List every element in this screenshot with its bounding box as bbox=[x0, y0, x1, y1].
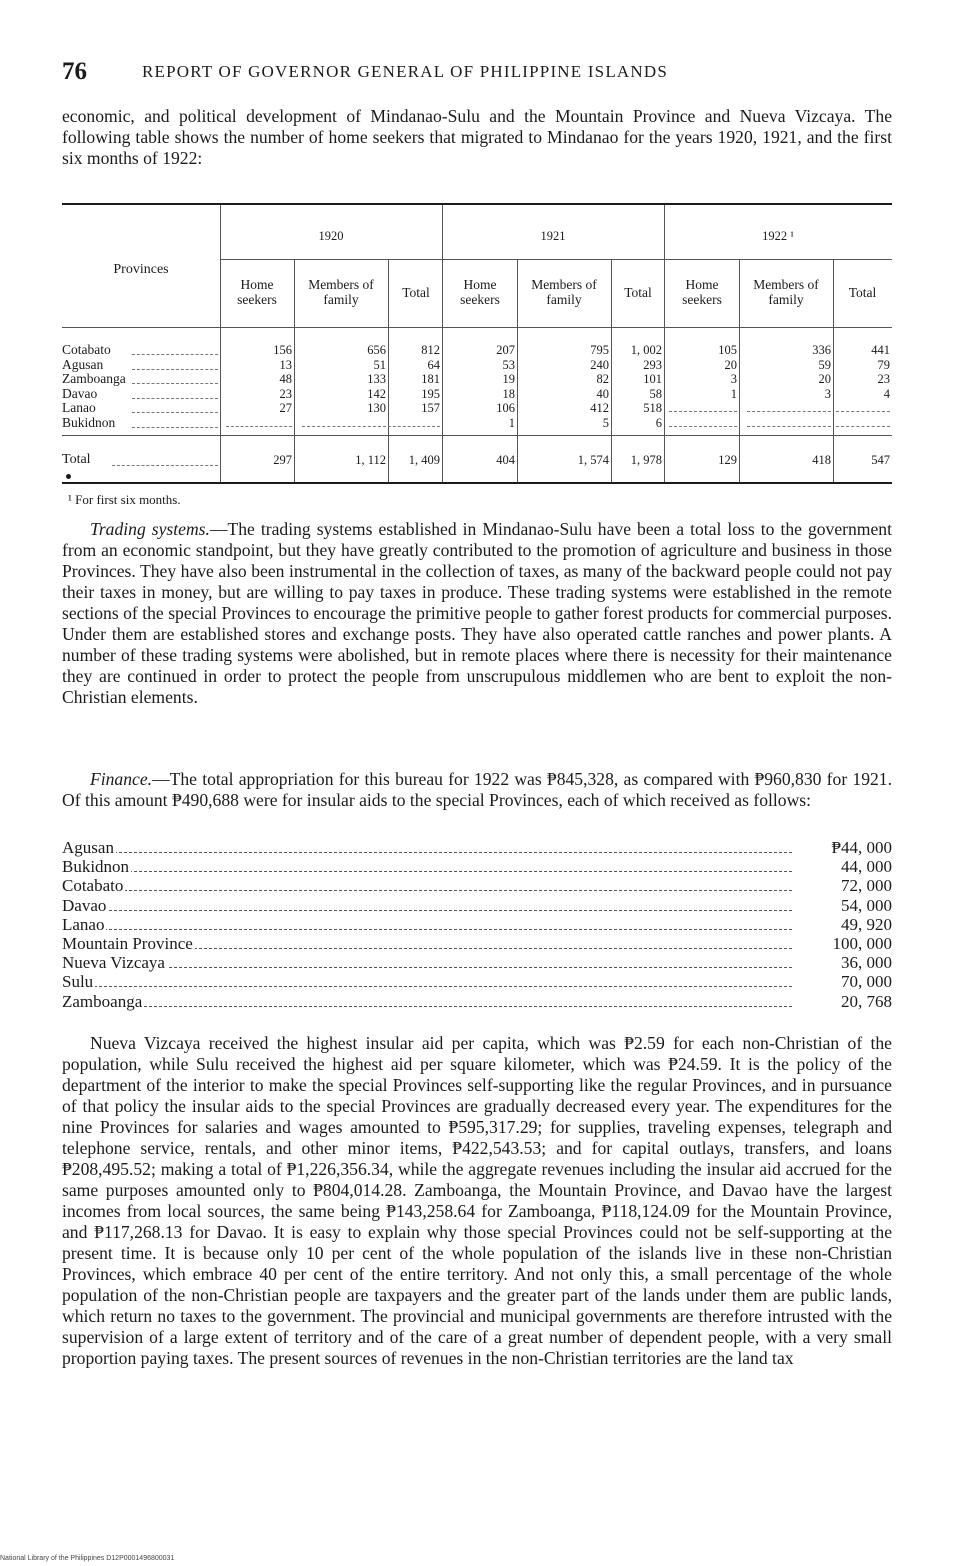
table-row-province: Bukidnon bbox=[62, 414, 116, 430]
table-cell: 142 bbox=[367, 386, 386, 401]
table-cell: 51 bbox=[373, 357, 386, 372]
dot-leader bbox=[64, 967, 792, 968]
table-cell: 5 bbox=[602, 415, 609, 430]
table-cell: 157 bbox=[421, 401, 440, 415]
table-cell: 58 bbox=[649, 386, 662, 401]
footnote: ¹ For first six months. bbox=[68, 492, 181, 507]
intro-paragraph: economic, and political development of Mindanao-Sulu and the Mountain Province and Nueva Vizcaya. The following table shows the number of home seekers that migrated to Mindanao for the years 1920, 1921, and the first six months of 1922: bbox=[62, 106, 892, 168]
table-cell: 4 bbox=[883, 386, 890, 401]
aid-amount: ₱44, 000 bbox=[797, 838, 892, 857]
col-header: Members of family bbox=[753, 277, 819, 307]
table-cell: 441 bbox=[871, 343, 890, 357]
table-cell: 59 bbox=[818, 357, 831, 372]
aid-row bbox=[62, 857, 892, 876]
col-header: Home seekers bbox=[460, 277, 500, 307]
table-cell: 23 bbox=[877, 372, 890, 386]
table-cell: 336 bbox=[812, 343, 831, 357]
dot-leader bbox=[64, 929, 792, 930]
aid-row bbox=[62, 992, 892, 1011]
col-header: Total bbox=[848, 285, 877, 300]
aid-amount: 44, 000 bbox=[797, 857, 892, 876]
table-cell: 53 bbox=[502, 357, 515, 372]
page-number: 76 bbox=[62, 58, 87, 85]
table-cell: 27 bbox=[279, 401, 292, 415]
col-header: Home seekers bbox=[682, 277, 722, 307]
col-header: Home seekers bbox=[237, 277, 277, 307]
table-cell: 20 bbox=[724, 357, 737, 372]
table-cell: 105 bbox=[718, 343, 737, 357]
total-cell: 297 bbox=[273, 453, 292, 467]
aid-list bbox=[62, 838, 892, 1011]
total-cell: 1, 112 bbox=[355, 453, 386, 467]
aid-province: Cotabato bbox=[62, 876, 124, 896]
table-cell: 130 bbox=[367, 401, 386, 415]
year-header: 1920 bbox=[318, 229, 344, 243]
table-cell: 1 bbox=[730, 386, 737, 401]
table-cell: 40 bbox=[596, 386, 609, 401]
table-row-province: Davao bbox=[62, 385, 98, 401]
aid-province: Lanao bbox=[62, 914, 105, 934]
col-header: Total bbox=[402, 285, 430, 300]
table-cell: 795 bbox=[590, 343, 609, 357]
table-cell: 6 bbox=[655, 415, 662, 430]
table-cell: 133 bbox=[367, 372, 386, 386]
aid-amount: 36, 000 bbox=[797, 953, 892, 972]
dot-leader bbox=[64, 1006, 792, 1007]
aid-row bbox=[62, 896, 892, 915]
aid-amount: 49, 920 bbox=[797, 915, 892, 934]
table-cell: 293 bbox=[643, 357, 662, 372]
aid-province: Bukidnon bbox=[62, 857, 130, 877]
finance-text: —The total appropriation for this bureau for 1922 was ₱845,328, as compared with ₱960,830 for 1921. Of this amount ₱490,688 were for insular aids to the special Provinces, each of which received as follows: bbox=[62, 769, 892, 810]
table-cell: 156 bbox=[273, 343, 292, 357]
table-cell: 518 bbox=[643, 401, 662, 415]
table-cell: 240 bbox=[590, 357, 609, 372]
table-cell: 195 bbox=[421, 386, 440, 401]
year-header: 1921 bbox=[540, 229, 566, 243]
table-cell: 48 bbox=[279, 372, 292, 386]
table-cell: 812 bbox=[421, 343, 440, 357]
col-header: Total bbox=[624, 285, 652, 300]
table-cell: 79 bbox=[877, 357, 890, 372]
finance-heading: Finance. bbox=[90, 769, 153, 789]
aid-province: Zamboanga bbox=[62, 991, 143, 1011]
table-cell: 3 bbox=[730, 372, 737, 386]
home-seekers-table bbox=[62, 203, 892, 485]
dot-leader bbox=[64, 852, 792, 853]
table-cell: 1 bbox=[508, 415, 515, 430]
finance-paragraph bbox=[62, 769, 892, 811]
aid-row bbox=[62, 934, 892, 953]
provinces-header: Provinces bbox=[113, 262, 169, 277]
bullet-mark bbox=[66, 474, 71, 479]
table-cell: 1, 002 bbox=[630, 343, 662, 357]
library-credit: National Library of the Philippines D12P0001496800031 bbox=[0, 1555, 175, 1562]
aid-amount: 70, 000 bbox=[797, 972, 892, 991]
table-cell: 106 bbox=[496, 401, 515, 415]
dot-leader bbox=[64, 871, 792, 872]
table-cell: 23 bbox=[279, 386, 292, 401]
table-row-province: Agusan bbox=[62, 356, 104, 372]
table-cell: 3 bbox=[824, 386, 831, 401]
closing-paragraph: Nueva Vizcaya received the highest insular aid per capita, which was ₱2.59 for each non-Christian of the population, while Sulu received the highest aid per square kilometer, which was ₱24.59. It is the policy of the department of the interior to make the special Provinces self-supporting like the regular Provinces, and in pursuance of that policy the insular aids to the special Provinces are gradually decreased every year. The expenditures for the nine Provinces for salaries and wages amounted to ₱595,317.29; for supplies, traveling expenses, telegraph and telephone service, rentals, and other minor items, ₱422,543.53; and for capital outlays, transfers, and loans ₱208,495.52; making a total of ₱1,226,356.34, while the aggregate revenues including the insular aid accrued for the same purposes amounted only to ₱804,014.28. Zamboanga, the Mountain Province, and Davao have the largest incomes from local sources, the same being ₱143,258.64 for Zamboanga, ₱118,124.09 for the Mountain Province, and ₱117,268.13 for Davao. It is easy to explain why those special Provinces could not be self-supporting at the present time. It is because only 10 per cent of the whole population of the islands live in these non-Christian Provinces, which embrace 40 per cent of the entire territory. And not only this, a small percentage of the whole population of the non-Christian people are taxpayers and the greater part of the lands under them are public lands, which return no taxes to the government. The provincial and municipal governments are therefore intrusted with the supervision of a large extent of territory and of the care of a great number of dependent people, with a very small proportion paying taxes. The present sources of revenues in the non-Christian territories are the land tax bbox=[62, 1033, 892, 1368]
aid-row bbox=[62, 876, 892, 895]
table-row-province: Zamboanga bbox=[62, 371, 126, 386]
total-cell: 1, 409 bbox=[408, 453, 440, 467]
table-row-province: Lanao bbox=[62, 400, 96, 415]
total-cell: 418 bbox=[812, 453, 831, 467]
aid-province: Mountain Province bbox=[62, 933, 193, 953]
table-cell: 20 bbox=[818, 372, 831, 386]
col-header: Members of family bbox=[531, 277, 597, 307]
running-title: REPORT OF GOVERNOR GENERAL OF PHILIPPINE ISLANDS bbox=[142, 62, 669, 81]
total-cell: 1, 978 bbox=[630, 453, 662, 467]
table-cell: 18 bbox=[502, 386, 515, 401]
table-cell: 101 bbox=[643, 372, 662, 386]
dot-leader bbox=[64, 986, 792, 987]
aid-row bbox=[62, 915, 892, 934]
dot-leader bbox=[64, 910, 792, 911]
trading-paragraph bbox=[62, 519, 892, 708]
year-header: 1922 ¹ bbox=[762, 229, 794, 243]
table-row-province: Cotabato bbox=[62, 342, 111, 357]
total-cell: 1, 574 bbox=[577, 453, 609, 467]
total-label: Total bbox=[62, 452, 91, 467]
aid-row bbox=[62, 972, 892, 991]
dot-leader bbox=[64, 890, 792, 891]
aid-amount: 72, 000 bbox=[797, 876, 892, 895]
total-cell: 129 bbox=[718, 453, 737, 467]
trading-text: —The trading systems established in Mindanao-Sulu have been a total loss to the government from an economic standpoint, but they have greatly contributed to the promotion of agriculture and business in those Provinces. They have also been instrumental in the collection of taxes, as many of the backward people could not pay their taxes in money, but are willing to pay taxes in produce. These trading systems were established in the remote sections of the special Provinces to encourage the primitive people to gather forest products for commercial purposes. Under them are established stores and exchange posts. They have also operated cattle ranches and power plants. A number of these trading systems were abolished, but in remote places where there is necessity for their maintenance they are continued in order to protect the people from unscrupulous middlemen who are bent to exploit the non-Christian elements. bbox=[62, 519, 892, 707]
aid-province: Sulu bbox=[62, 972, 94, 992]
total-cell: 547 bbox=[871, 453, 890, 467]
trading-heading: Trading systems. bbox=[90, 519, 210, 539]
aid-row bbox=[62, 838, 892, 857]
table-cell: 82 bbox=[596, 372, 609, 386]
table-cell: 181 bbox=[421, 372, 440, 386]
table-cell: 19 bbox=[502, 372, 515, 386]
page-header bbox=[62, 58, 892, 90]
table-cell: 656 bbox=[367, 343, 386, 357]
aid-amount: 20, 768 bbox=[797, 992, 892, 1011]
table-cell: 13 bbox=[279, 357, 292, 372]
aid-province: Davao bbox=[62, 895, 107, 915]
total-cell: 404 bbox=[496, 453, 515, 467]
aid-province: Agusan bbox=[62, 838, 114, 857]
col-header: Members of family bbox=[308, 277, 374, 307]
aid-amount: 54, 000 bbox=[797, 896, 892, 915]
table-cell: 412 bbox=[590, 401, 609, 415]
aid-amount: 100, 000 bbox=[797, 934, 892, 953]
aid-row bbox=[62, 953, 892, 972]
aid-province: Nueva Vizcaya bbox=[62, 953, 165, 973]
table-cell: 207 bbox=[496, 343, 515, 357]
table-cell: 64 bbox=[427, 357, 440, 372]
